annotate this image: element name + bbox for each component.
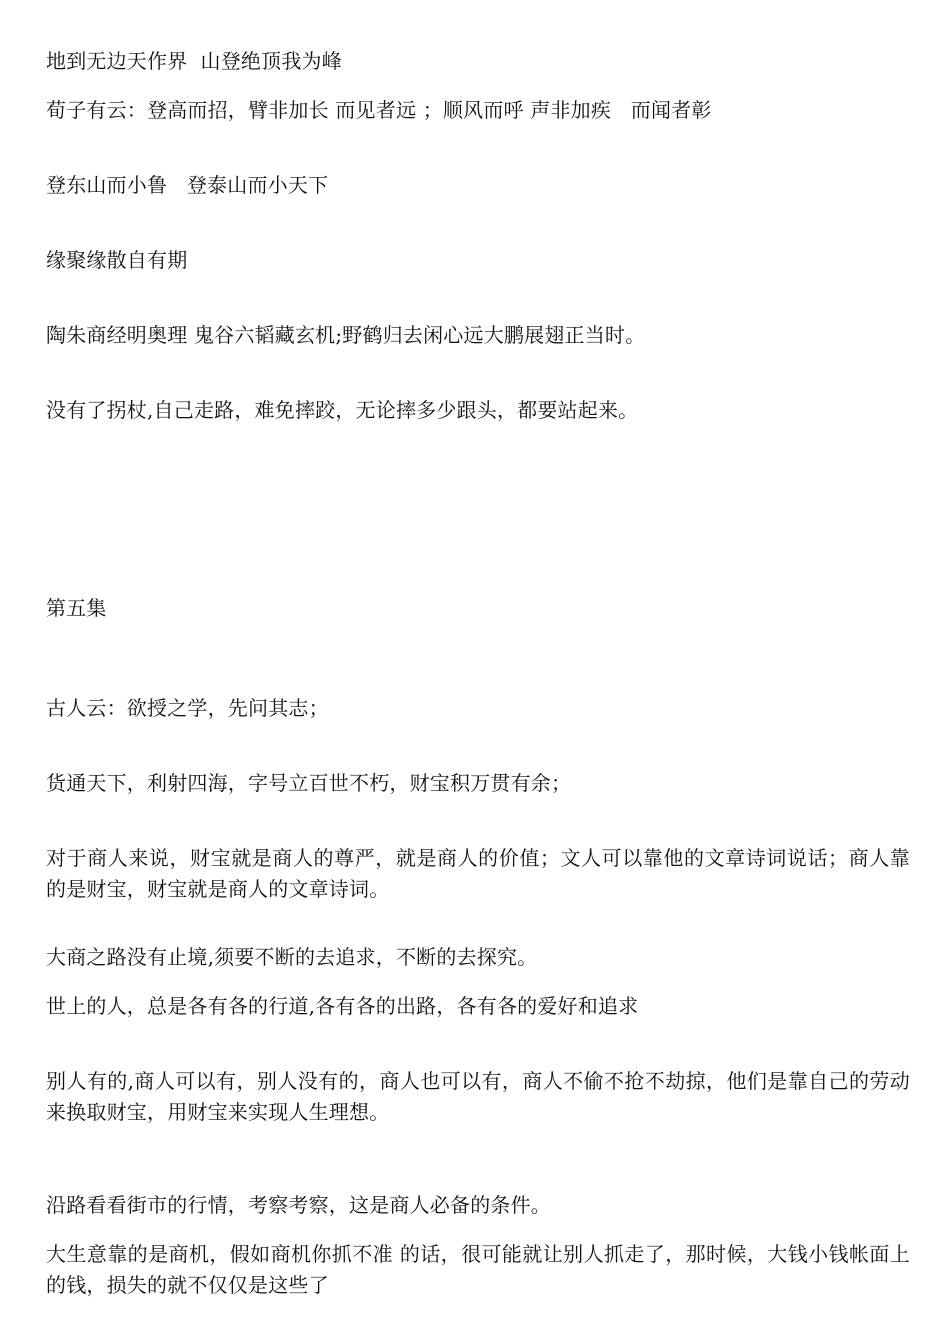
paragraph-4: 缘聚缘散自有期 bbox=[46, 248, 188, 272]
paragraph-8: 货通天下，利射四海，字号立百世不朽，财宝积万贯有余； bbox=[46, 771, 572, 795]
paragraph-10: 大商之路没有止境,须要不断的去追求，不断的去探究。 bbox=[46, 945, 538, 969]
paragraph-12: 别人有的,商人可以有，别人没有的，商人也可以有，商人不偷不抢不劫掠，他们是靠自己的劳动来换取财宝，用财宝来实现人生理想。 bbox=[46, 1069, 910, 1124]
paragraph-9: 对于商人来说，财宝就是商人的尊严，就是商人的价值；文人可以靠他的文章诗词说话；商人靠的是财宝，财宝就是商人的文章诗词。 bbox=[46, 846, 910, 901]
paragraph-3: 登东山而小鲁 登泰山而小天下 bbox=[46, 173, 329, 197]
paragraph-1: 地到无边天作界 山登绝顶我为峰 bbox=[46, 49, 342, 73]
chapter-heading: 第五集 bbox=[46, 596, 107, 620]
paragraph-13: 沿路看看街市的行情，考察考察，这是商人必备的条件。 bbox=[46, 1193, 551, 1217]
paragraph-5: 陶朱商经明奥理 鬼谷六韬藏玄机;野鹤归去闲心远大鹏展翅正当时。 bbox=[46, 323, 646, 347]
paragraph-2: 荀子有云：登高而招，臂非加长 而见者远 ；顺风而呼 声非加疾 而闻者彰 bbox=[46, 98, 712, 122]
paragraph-7: 古人云：欲授之学，先问其志； bbox=[46, 696, 329, 720]
paragraph-6: 没有了拐杖,自己走路，难免摔跤，无论摔多少跟头，都要站起来。 bbox=[46, 398, 639, 422]
paragraph-14: 大生意靠的是商机，假如商机你抓不准 的话，很可能就让别人抓走了，那时候，大钱小钱帐面上的钱，损失的就不仅仅是这些了 bbox=[46, 1242, 910, 1297]
paragraph-11: 世上的人，总是各有各的行道,各有各的出路，各有各的爱好和追求 bbox=[46, 994, 639, 1018]
